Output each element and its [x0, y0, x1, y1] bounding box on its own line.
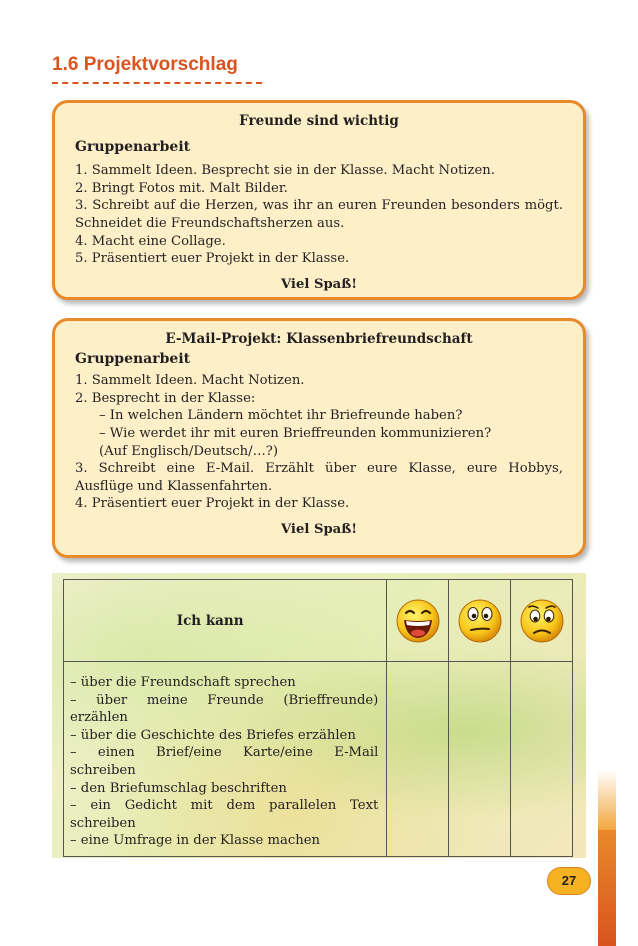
step-2: 2. Besprecht in der Klasse:: [75, 390, 256, 406]
section-title: 1.6 Projektvorschlag: [52, 54, 238, 75]
card-closing: Viel Spaß!: [280, 276, 358, 292]
table-header-row: [64, 580, 573, 662]
table-body-row: [64, 662, 573, 857]
laughing-rating-cell[interactable]: [387, 662, 449, 857]
card-title: Freunde sind wichtig: [239, 113, 399, 129]
laughing-face-cell: [387, 580, 449, 662]
project-card-friends: [52, 100, 586, 300]
list-item: – einen Brief/eine Karte/eine E-Mail schreiben: [70, 745, 379, 778]
ich-kann-heading: Ich kann: [64, 580, 387, 662]
neutral-rating-cell[interactable]: [449, 662, 511, 857]
neutral-face-cell: [449, 580, 511, 662]
card-subhead: Gruppenarbeit: [75, 138, 191, 155]
title-underline: [52, 82, 262, 84]
step-1: 1. Sammelt Ideen. Besprecht sie in der Klasse. Macht Notizen.: [75, 163, 495, 179]
list-item: – über die Freundschaft sprechen: [70, 675, 296, 690]
self-assessment-table: [63, 579, 573, 857]
self-assessment-area: [52, 573, 586, 858]
list-item: – eine Umfrage in der Klasse machen: [70, 833, 321, 849]
step-5: 5. Präsentiert euer Projekt in der Klasse.: [75, 251, 350, 267]
step-3: 3. Schreibt eine E-Mail. Erzählt über eure Klasse, eure Hobbys, Ausflüge und Klassenfahrten.: [75, 461, 563, 494]
step-1: 1. Sammelt Ideen. Macht Notizen.: [75, 373, 305, 389]
list-item: – über meine Freunde (Brieffreunde) erzählen: [70, 692, 379, 726]
side-stripe-fade: [598, 770, 616, 830]
step-2: 2. Bringt Fotos mit. Malt Bilder.: [75, 180, 288, 196]
worried-face-cell: [511, 580, 573, 662]
card-closing: Viel Spaß!: [280, 521, 358, 537]
side-stripe: [598, 830, 616, 946]
sub-question-2: – Wie werdet ihr mit euren Brieffreunden kommunizieren?: [99, 425, 492, 441]
laughing-face-icon: [395, 598, 441, 644]
card-subhead: Gruppenarbeit: [75, 350, 191, 367]
list-item: – den Briefumschlag beschriften: [70, 780, 287, 796]
worried-rating-cell[interactable]: [511, 662, 573, 857]
list-item: – ein Gedicht mit dem parallelen Text schreiben: [70, 798, 379, 831]
step-4: 4. Präsentiert euer Projekt in der Klasse.: [75, 496, 350, 512]
step-3: 3. Schreibt auf die Herzen, was ihr an euren Freunden besonders mögt. Schneidet die Freundschaftsherzen aus.: [75, 198, 563, 231]
card-title: E-Mail-Projekt: Klassenbriefreundschaft: [165, 331, 473, 347]
list-item: – über die Geschichte des Briefes erzählen: [70, 727, 356, 743]
sub-question-3: (Auf Englisch/Deutsch/…?): [99, 443, 278, 459]
step-4: 4. Macht eine Collage.: [75, 233, 226, 249]
sub-question-1: – In welchen Ländern möchtet ihr Briefreunde haben?: [99, 408, 463, 424]
project-card-email: [52, 318, 586, 558]
skills-list: [64, 662, 387, 857]
worried-face-icon: [519, 598, 565, 644]
neutral-face-icon: [457, 598, 503, 644]
page-number: 27: [547, 867, 591, 895]
